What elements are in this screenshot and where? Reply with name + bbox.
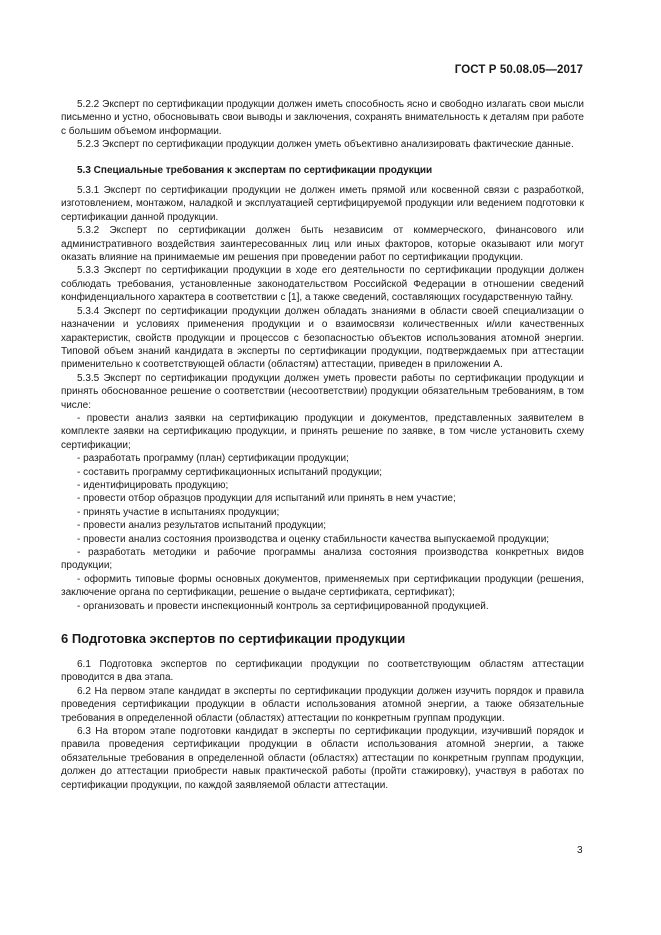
list-item: - организовать и провести инспекционный контроль за сертифицированной продукцией. [77, 600, 489, 612]
paragraph-5-2-3: 5.2.3 Эксперт по сертификации продукции должен уметь объективно анализировать фактические данные. [77, 139, 574, 151]
paragraph-5-3-4: 5.3.4 Эксперт по сертификации продукции должен обладать знаниями в области своей специализации о назначении и условиях применения продукции и о взаимосвязи количественных и/или качественных характеристик, свойств продукции и процессов с безопасностью объектов использования атомной энергии. Типовой объем знаний кандидата в эксперты по сертификации продукции, подтверждаемых при аттестации применительно к соответствующей области (областям) аттестации, приведен в приложении А. [61, 305, 584, 371]
paragraph-5-3-1: 5.3.1 Эксперт по сертификации продукции не должен иметь прямой или косвенной связи с разработкой, изготовлением, монтажом, наладкой и эксплуатацией сертифицируемой продукции или ведением подготовки к сертификации данной продукции. [61, 185, 584, 223]
subsection-title-5-3: 5.3 Специальные требования к экспертам по сертификации продукции [77, 164, 433, 176]
list-item: - составить программу сертификационных испытаний продукции; [77, 466, 383, 478]
paragraph-5-3-3: 5.3.3 Эксперт по сертификации продукции в ходе его деятельности по сертификации продукции должен соблюдать требования, установленные законодательством Российской Федерации в отношении сведений конфиденциального характера в соответствии с [1], а также сведений, составляющих государственную тайну. [61, 265, 584, 304]
paragraph-5-2-2: 5.2.2 Эксперт по сертификации продукции должен иметь способность ясно и свободно излагать свои мысли письменно и устно, обосновывать свои выводы и заключения, сохранять внимательность к деталям при работе с большим объемом информации. [61, 99, 584, 137]
page-number: 3 [577, 845, 583, 856]
paragraph-6-3: 6.3 На втором этапе подготовки кандидат в эксперты по сертификации продукции, изучивший порядок и правила проведения сертификации продукции в области использования атомной энергии, а также обязательные требования в определенной области (областях) аттестации по конкретным группам продукции, должен до аттестации приобрести навык практической работы (пройти стажировку), участвуя в работах по сертификации продукции, по каждой заявляемой области аттестации. [61, 726, 584, 791]
document-code-header: ГОСТ Р 50.08.05—2017 [454, 64, 583, 76]
paragraph-6-2: 6.2 На первом этапе кандидат в эксперты по сертификации продукции должен изучить порядок и правила проведения сертификации продукции в области использования атомной энергии, а также обязательные требования в определенной области (областях) аттестации по конкретным группам продукции. [61, 685, 584, 724]
list-item: - провести анализ результатов испытаний продукции; [77, 520, 327, 532]
paragraph-6-1: 6.1 Подготовка экспертов по сертификации продукции по соответствующим областям аттестации проводится в два этапа. [61, 659, 584, 684]
list-item: - оформить типовые формы основных документов, применяемых при сертификации продукции (решения, заключение органа по сертификации, решение о выдаче сертификата, сертификат); [61, 573, 584, 599]
list-item: - разработать программу (план) сертификации продукции; [77, 453, 349, 465]
paragraph-5-3-5: 5.3.5 Эксперт по сертификации продукции должен уметь провести работы по сертификации продукции и принять обоснованное решение о соответствии (несоответствии) продукции обязательным требованиям, в том числе: [61, 372, 584, 411]
list-item: - провести анализ состояния производства и оценку стабильности качества выпускаемой продукции; [77, 533, 550, 545]
list-item: - провести отбор образцов продукции для испытаний или принять в нем участие; [77, 493, 456, 505]
section-title-6: 6 Подготовка экспертов по сертификации продукции [61, 631, 406, 647]
list-item: - разработать методики и рабочие программы анализа состояния производства конкретных видов продукции; [61, 547, 584, 572]
paragraph-5-3-2: 5.3.2 Эксперт по сертификации должен быть независим от коммерческого, финансового или административного воздействия заинтересованных лиц или иных факторов, которые оказывают или могут оказать влияние на принимаемые им решения при проведении работ по сертификации продукции. [61, 225, 584, 264]
list-item: - идентифицировать продукцию; [77, 479, 229, 491]
list-item: - принять участие в испытаниях продукции; [77, 506, 280, 518]
document-body [61, 98, 584, 792]
list-item: - провести анализ заявки на сертификацию продукции и документов, представленных заявителем в комплекте заявки на сертификацию продукции, и принять решение по заявке, в том числе установить схему сертификации; [61, 412, 584, 451]
